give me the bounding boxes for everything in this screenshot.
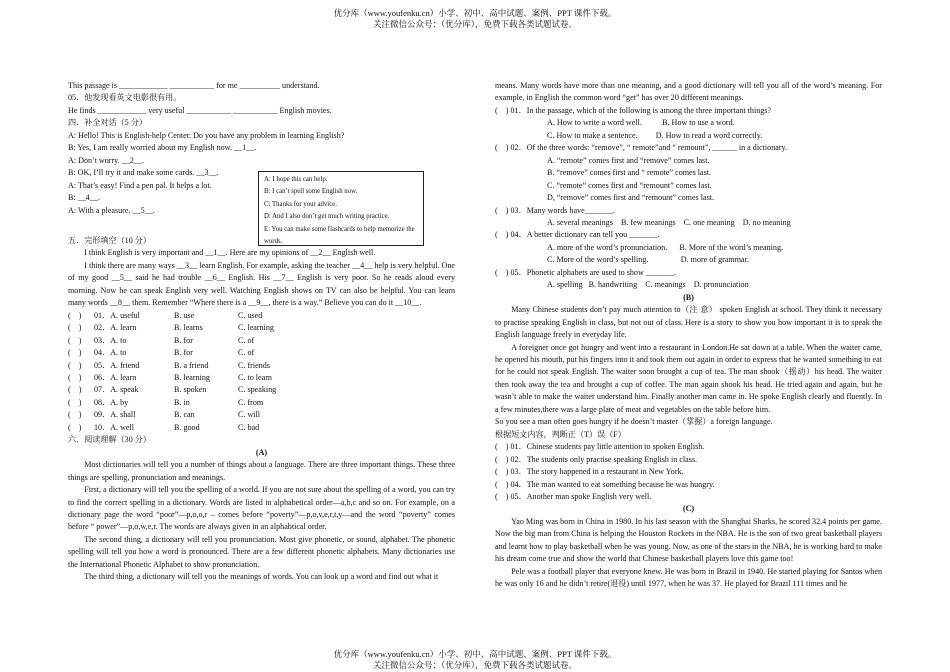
left-column [68,80,455,584]
dialogue-options-box [258,171,424,246]
translation-item-05: 05．他发现看英文电影很有用。 [68,93,182,103]
passage-b-paragraph: So you see a man often goes hungry if he doesn’t master（掌握）a foreign language. [495,417,773,427]
passage-c-title: (C) [682,504,695,514]
question-a3: ( ) 03．Many words have_______. [495,205,616,215]
question-a5: ( ) 05．Phonetic alphabets are used to show _______. [495,267,677,277]
question-a2-option: B. “remove” comes first and “ remote” comes last. [547,168,712,178]
question-a4-options: A. more of the word’s pronunciation. B. More of the word’s meaning. [547,242,784,252]
passage-c-paragraph: Pele was a football player that everyone knew. He was born in Brazil in 1940. He started playing for Santos when he was only 16 and he didn’t retire(退役) until 1977, when he was 37. He played for Brazil 111 times and he [495,566,882,589]
question-a3-options: A. several meanings B. few meanings C. one meaning D. no meaning [547,217,791,227]
question-a2: ( ) 02．Of the three words: “remove”, “ remote”and “ remount”, ______ in a dictionary. [495,143,788,153]
footer-line-2: 关注微信公众号：（优分库），免费下载各类试题试卷。 [372,660,577,670]
true-false-instructions: 根据短文内容，判断正（T）误（F） [495,429,626,439]
dialogue-line: A: Hello! This is English-help Center. Do you have any problem in learning English? [68,130,345,140]
dialogue-line: A: That’s easy! Find a pen pal. It helps a lot. [68,180,212,190]
page-footer [0,649,950,671]
header-line-1: 优分库（www.youfenku.cn）小学、初中、高中试题、案例、PPT 课件下载。 [333,8,617,18]
cloze-paragraph: I think English is very important and __1__. Here are my opinions of __2__ English well. [84,248,376,258]
dialogue-option: B: I can’t spell some English now. [264,188,358,196]
section-title-cloze: 五．完形填空（10 分） [68,235,151,245]
dialogue-line: A: Don’t worry. __2__. [68,155,144,165]
page-header [0,8,950,30]
cloze-item: ( ) 02．A. learn B. learns C. learning [68,323,274,333]
dialogue-line: B: OK, I’ll try it and make some cards. __3__. [68,168,219,178]
question-a2-option: A. “remote” comes first and “remove” comes last. [547,155,710,165]
true-false-item: ( ) 05．Another man spoke English very well. [495,491,652,501]
question-a5-options: A. spelling B. handwriting C. meanings D. pronunciation [547,280,749,290]
question-a1-options: A. How to write a word well. B. How to use a word. [547,118,735,128]
question-a4-options: C. More of the word’s spelling. D. more of grammar. [547,255,749,265]
translation-answer-line: He finds ____________ very useful ___________ ___________ English movies. [68,105,332,115]
passage-a-paragraph: Most dictionaries will tell you a number of things about a language. There are three important things. These three things are spelling, pronunciation and meanings. [68,460,455,482]
header-line-2: 关注微信公众号：（优分库），免费下载各类试题试卷。 [372,19,577,29]
section-title-reading: 六．阅读理解（30 分） [68,435,151,445]
true-false-item: ( ) 02．The students only practise speaking English in class. [495,454,698,464]
question-a2-option: D, “remove” comes first and “remount” comes last. [547,193,714,203]
passage-a-paragraph: The second thing, a dictionary will tell you pronunciation. Most give phonetic, or sound, alphabet. The phonetic spelling will tell you how a word is pronounced. There are a few different phonetic alphabets. Many dictionaries use the International Phonetic Alphabet to show pronunciation. [68,534,455,569]
cloze-item: ( ) 07．A. speak B. spoken C. speaking [68,385,277,395]
dialogue-line: B: Yes, I am really worried about my English now. __1__. [68,143,257,153]
cloze-item: ( ) 03．A. to B. for C. of [68,335,255,345]
true-false-item: ( ) 04．The man wanted to eat something because he was hungry. [495,479,715,489]
true-false-item: ( ) 03．The story happened in a restaurant in New York. [495,467,684,477]
passage-a-title: (A) [255,447,268,457]
dialogue-option: E: You can make some flashcards to help memorize the words. [264,225,415,246]
dialogue-option: C: Thanks for your advice. [264,200,337,208]
right-column [495,80,882,591]
question-a1: ( ) 01．In the passage, which of the following is among the three important things? [495,105,772,115]
cloze-item: ( ) 10．A. well B. good C. bad [68,422,260,432]
cloze-item: ( ) 05．A. friend B. a friend C. friends [68,360,270,370]
section-title-dialogue: 四．补全对话（5 分） [68,118,147,128]
question-a4: ( ) 04．A better dictionary can tell you _______. [495,230,660,240]
passage-a-continuation: means. Many words have more than one meaning, and a good dictionary will tell you all of the word’s meaning. For example, in English the common word “get” has over 20 different meanings. [495,81,882,103]
cloze-paragraph: I think there are many ways __3__ learn English. For example, asking the teacher __4__ help is very helpful. One of my good __5__ said he had trouble __6__ English. His __7__ English is very poor. So he reads aloud every morning. Now he can speak English very well. Watching English shows on TV can also be helpful. You can learn many words __8__ them. Remember “Where there is a __9__, there is a way.” Believe you can do it __10__. [68,260,455,308]
passage-b-title: (B) [683,292,694,302]
true-false-item: ( ) 01．Chinese students pay little attention to spoken English. [495,442,705,452]
question-a2-option: C. “remote” comes first and “remount” comes last. [547,180,712,190]
dialogue-option: D: And I also don’t get much writing practice. [264,213,390,221]
dialogue-option: A: I hope this can help. [264,176,328,183]
passage-b-paragraph: A foreigner once got hungry and went into a restaurant in London.He sat down at a table. When the waiter came, he opened his mouth, put his fingers into it and took them out again in order to express that he wanted something to eat for he could not speak English. The waiter soon brought a cup of tea. The man shook（摇动）his head. The waiter then took away the tea and brought a cup of coffee. The man again shook his head. He tried again and again, but he wasn’t able to make the waiter understand him. Finally another man came in. He spoke English clearly and fluently. In a few minutes,there was a large plate of meat and vegetables on the table before him. [495,342,882,414]
cloze-item: ( ) 09．A. shall B. can C. will [68,410,261,420]
passage-a-paragraph: First, a dictionary will tell you the spelling of a world. If you are not sure about the spelling of a word, you can try to find the correct spelling in a dictionary. Words are listed in alphabetical order—a,b,c and so on. For example, on a dictionary page the word “poor”—p,o,o,r – comes before “poverty”—p,o,v,e,r,t,y—and the word “poverty” comes before “ power”—p,o,w,e,r. The words are always given in an alphabtical order. [68,485,455,532]
cloze-item: ( ) 08．A. by B. in C. from [68,397,264,407]
passage-a-paragraph: The third thing, a dictionary will tell you the meanings of words. You can look up a word and find out what it [84,572,439,582]
cloze-item: ( ) 06．A. learn B. learning C. to learn [68,372,272,382]
dialogue-line: B: __4__. [68,193,100,203]
passage-c-paragraph: Yao Ming was born in China in 1980. In his last season with the Shanghai Sharks, he scored 32.4 points per game. Now the big man from China is helping the Houston Rockets in the NBA. He is the son of two great basketball players and learnt how to play basketball when he was young. Now, as one of the stars in the NBA, he is working hard to make his dream come true and show the world that Chinese basketball players love this game too! [495,516,882,564]
question-a1-options: C. How to make a sentence. D. How to read a word correctly. [547,130,763,140]
footer-line-1: 优分库（www.youfenku.cn）小学、初中、高中试题、案例、PPT 课件下载。 [333,649,617,659]
passage-b-paragraph: Many Chinese students don’t pay much attention to（注 意） spoken English at school. They think it necessary to practise speaking English in class, but not out of class. Here is a story to show you how important it is to speak the English language freely in everyday life. [495,305,882,340]
translation-answer-line: This passage is ____________ ___________ for me __________ understand. [68,81,320,90]
cloze-item: ( ) 04．A. to B. for C. of [68,348,255,358]
dialogue-line: A: With a pleasure. __5__. [68,205,155,215]
cloze-item: ( ) 01．A. useful B. use C. used [68,310,263,320]
